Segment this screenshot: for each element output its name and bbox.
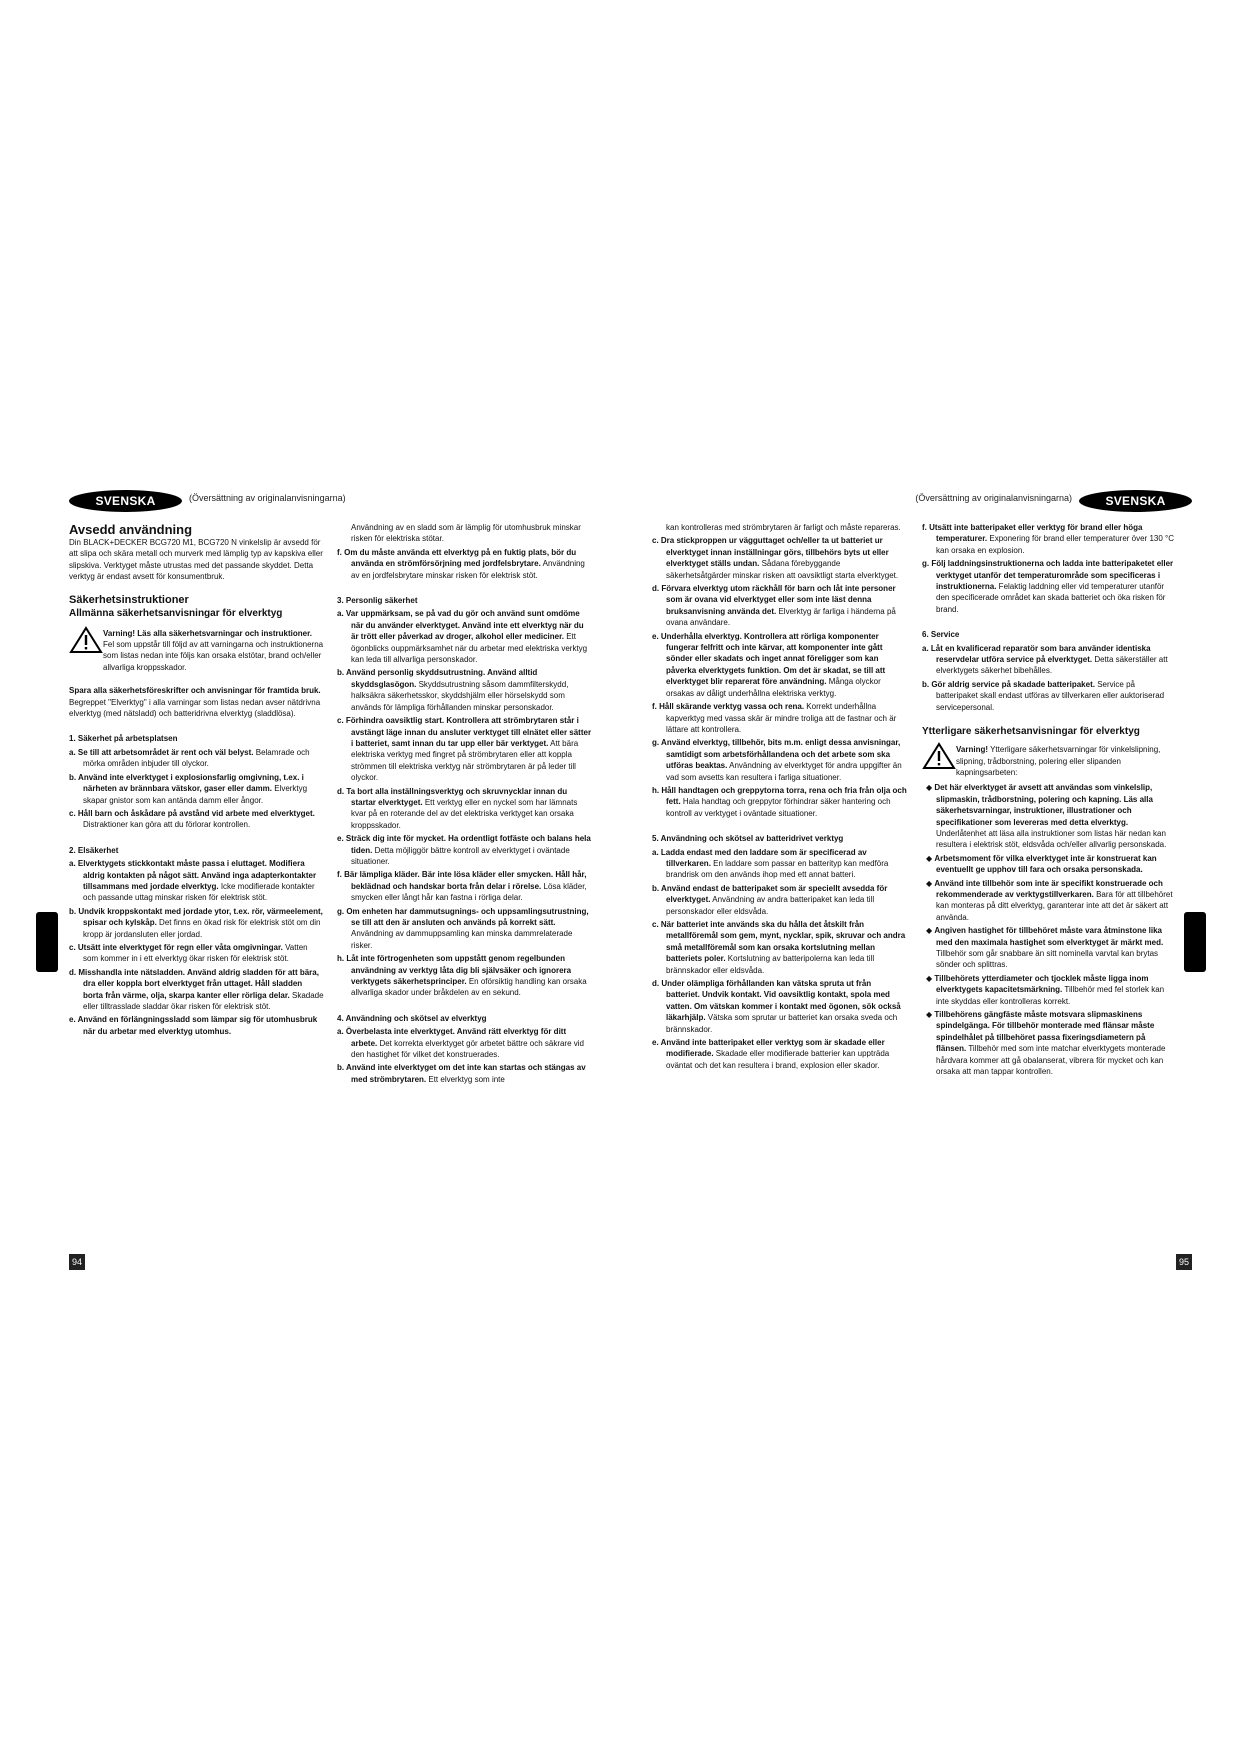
list-item: a. Elverktygets stickkontakt måste passa i eluttaget. Modifiera aldrig kontakten på något sätt. Använd inga adapterkontakter tillsammans med jordade elverktyg. Icke modifierade kontakter och passande uttag minskar risken för elektrisk stöt. xyxy=(69,859,317,903)
bullet-diamond-icon: ◆ xyxy=(926,973,935,983)
list-item: e. Underhålla elverktyg. Kontrollera att rörliga komponenter fungerar felfritt och inte kärvar, att komponenter inte gått sönder eller skadats och inget annat föreligger som kan påverka elverktygets funktion. Om det är skadat, se till att elverktyget blir reparerat före användning. Många olyckor orsakas av dåligt underhållna elektriska verktyg. xyxy=(652,631,886,698)
list-item: b. Använd personlig skyddsutrustning. Använd alltid skyddsglasögon. Skyddsutrustning såsom dammfilterskydd, halksäkra säkerhetsskor, skyddshjälm eller hörselskydd som används för lämpliga förhållanden minskar personskador. xyxy=(337,668,569,712)
list-item: e. Sträck dig inte för mycket. Ha ordentligt fotfäste och balans hela tiden. Detta möjliggör bättre kontroll av elverktyget i oväntade situationer. xyxy=(337,834,591,866)
section-4-title: 4. Användning och skötsel av elverktyg xyxy=(337,1013,487,1023)
intended-use-text: Din BLACK+DECKER BCG720 M1, BCG720 N vinkelslip är avsedd för att slipa och skära metall och murverk med lämplig typ av kapskiva eller slipskiva. Verktyget måste utrustas med det passande skyddet. Detta verktyg är endast avsett för konsumentbruk. xyxy=(69,538,323,582)
page-left xyxy=(69,490,609,1270)
list-item: h. Håll handtagen och greppytorna torra, rena och fria från olja och fett. Hala handtag och greppytor förhindrar säker hantering och kontroll av verktyget i oväntade situationer. xyxy=(652,785,907,818)
list-item: g. Följ laddningsinstruktionerna och ladda inte batteripaketet eller verktyget utanför det temperaturområde som specificeras i instruktionerna. Felaktig laddning eller vid temperaturer utanför den specificerade området kan skada batteriet och öka risken för brand. xyxy=(922,559,1174,614)
bullet-diamond-icon: ◆ xyxy=(926,878,935,888)
list-item: c. Förhindra oavsiktlig start. Kontrollera att strömbrytaren står i avstängt läge innan du ansluter verktyget till elnätet eller sätter i batteriet, samt innan du tar upp eller bär verktyget. Att bära elektriska verktyg med fingret på strömbrytaren eller att koppla strömmen till elektriska verktyg när strömbrytaren är på leder till olyckor. xyxy=(337,716,592,783)
section-1-title: 1. Säkerhet på arbetsplatsen xyxy=(69,734,178,744)
side-tab-left xyxy=(36,912,58,972)
column-3 xyxy=(652,522,907,1073)
page-number-right: 95 xyxy=(1176,1254,1192,1270)
list-item: a. Var uppmärksam, se på vad du gör och använd sunt omdöme när du använder elverktyget. Använd inte ett elverktyg när du är trött eller påverkad av droger, alkohol eller mediciner. Ett ögonblicks ouppmärksamhet när du arbetar med elektriska verktyg kan leda till allvarliga personskador. xyxy=(337,609,588,665)
list-item: h. Låt inte förtrogenheten som uppstått genom regelbunden användning av verktyg låta dig bli självsäker och ignorera verktygets säkerhetsprinciper. En oförsiktig handling kan orsaka allvarliga skador under bråkdelen av en sekund. xyxy=(337,954,587,998)
section-2-title: 2. Elsäkerhet xyxy=(69,845,119,855)
bullet-diamond-icon: ◆ xyxy=(926,853,935,863)
list-item: c. När batteriet inte används ska du hålla det åtskilt från metallföremål som gem, mynt, nycklar, spik, skruvar och andra små metallföremål som kan orsaka kortslutning mellan batteriets poler. Kortslutning av batteripolerna kan leda till brännskador eller eldsvåda. xyxy=(652,920,906,975)
language-badge-right: SVENSKA xyxy=(1079,490,1192,512)
page-right xyxy=(652,490,1192,1270)
warning-block xyxy=(922,742,1177,778)
warning-text: Varning! Läs alla säkerhetsvarningar och instruktioner. Fel som uppstår till följd av att varningarna och instruktionerna som listas nedan inte följs kan orsaka elstötar, brand och/eller allvarliga kroppsskador. xyxy=(103,628,324,672)
intended-use-heading: Avsedd användning xyxy=(69,522,193,537)
subtitle-left: (Översättning av originalanvisningarna) xyxy=(189,493,346,503)
bullet-item: ◆ Tillbehörets ytterdiameter och tjocklek måste ligga inom elverktygets kapacitetsmärkning. Tillbehör med fel storlek kan inte skyddas eller kontrolleras korrekt. xyxy=(926,973,1165,1006)
list-item: b. Undvik kroppskontakt med jordade ytor, t.ex. rör, värmeelement, spisar och kylskåp. Det finns en ökad risk för elektrisk stöt om din kropp är jordansluten eller jordad. xyxy=(69,906,323,939)
list-item: d. Misshandla inte nätsladden. Använd aldrig sladden för att bära, dra eller koppla bort elverktyget från uttaget. Håll sladden borta från värme, olja, skarpa kanter eller rörliga delar. Skadade eller tilltrasslade sladdar ökar risken för elektrisk stöt. xyxy=(69,967,324,1011)
section-6-title: 6. Service xyxy=(922,630,960,640)
continued-text: Användning av en sladd som är lämplig för utomhusbruk minskar risken för elektriska stötar. xyxy=(351,523,581,544)
bullet-item: ◆ Tillbehörens gängfäste måste motsvara slipmaskinens spindelgänga. För tillbehör monterade med flänsar måste spindelhålet på tillbehöret passa fixeringsdiametern på flänsen. Tillbehör med som inte matchar elverktygets monterade hårdvara kommer att gå obalanserat, vibrera för mycket och kan orsaka att man tappar kontrollen. xyxy=(926,1010,1166,1077)
side-tab-right xyxy=(1184,912,1206,972)
continued-text: kan kontrolleras med strömbrytaren är farligt och måste repareras. xyxy=(666,523,901,532)
list-item: e. Använd inte batteripaket eller verktyg som är skadade eller modifierade. Skadade eller modifierade batterier kan uppträda oväntat och det kan resultera i brand, explosion eller skador. xyxy=(652,1038,890,1070)
bullet-diamond-icon: ◆ xyxy=(926,783,935,793)
list-item: a. Överbelasta inte elverktyget. Använd rätt elverktyg för ditt arbete. Det korrekta elverktyget gör arbetet bättre och säkrare vid den hastighet för vilket det konstruerades. xyxy=(337,1027,584,1060)
list-item: c. Utsätt inte elverktyget för regn eller våta omgivningar. Vatten som kommer in i ett elverktyg ökar risken för elektrisk stöt. xyxy=(69,942,308,964)
bullet-item: ◆ Arbetsmoment för vilka elverktyget inte är konstruerat kan eventuellt ge upphov till fara och orsaka personskada. xyxy=(926,853,1157,875)
list-item: b. Använd inte elverktyget om det inte kan startas och stängas av med strömbrytaren. Ett elverktyg som inte xyxy=(337,1063,586,1084)
bullet-diamond-icon: ◆ xyxy=(926,1010,935,1020)
list-item: a. Ladda endast med den laddare som är specificerad av tillverkaren. En laddare som passar en batterityp kan medföra brandrisk om den används ihop med ett annat batteri. xyxy=(652,847,889,880)
list-item: d. Under olämpliga förhållanden kan vätska spruta ut från batteriet. Undvik kontakt. Vid oavsiktlig kontakt, spola med vatten. Om vätskan kommer i kontakt med ögonen, sök också läkarhjälp. Vätska som sprutar ur batteriet kan orsaka sveda och brännskador. xyxy=(652,979,901,1034)
column-2 xyxy=(337,522,592,1087)
list-item: g. Om enheten har dammutsugnings- och uppsamlingsutrustning, se till att den är ansluten och används på korrekt sätt. Användning av dammuppsamling kan minska dammrelaterade risker. xyxy=(337,906,589,950)
list-item: e. Använd en förlängningssladd som lämpar sig för utomhusbruk när du arbetar med elverktyg utomhus. xyxy=(69,1015,318,1036)
list-item: c. Dra stickproppen ur vägguttaget och/eller ta ut batteriet ur elverktyget innan inställningar görs, tillbehörs byts ut eller elverktyget ställs undan. Sådana förebyggande säkerhetsåtgärder minskar risken att oavsiktligt starta elverktyget. xyxy=(652,536,899,580)
bullet-item: ◆ Angiven hastighet för tillbehöret måste vara åtminstone lika med den maximala hastighet som elverktyget är märkt med. Tillbehör som går snabbare än sitt nominella varvtal kan brytas sönder och splittras. xyxy=(926,926,1164,970)
list-item: f. Om du måste använda ett elverktyg på en fuktig plats, bör du använda en strömförsörjning med jordfelsbrytare. Användning av en jordfelsbrytare minskar risken för elektrisk stöt. xyxy=(337,547,585,580)
list-item: f. Utsätt inte batteripaket eller verktyg för brand eller höga temperaturer. Exponering för brand eller temperaturer över 130 °C kan orsaka en explosion. xyxy=(922,523,1174,555)
list-item: f. Håll skärande verktyg vassa och rena. Korrekt underhållna kapverktyg med vassa skär är mindre troliga att de fastnar och är lättare att kontrollera. xyxy=(652,702,897,734)
save-instructions: Spara alla säkerhetsföreskrifter och anvisningar för framtida bruk. Begreppet "Elverktyg" i alla varningar som listas nedan avser nätdrivna elverktyg (med nätsladd) och batteridrivna elverktyg (sladdlösa). xyxy=(69,686,321,719)
general-safety-heading: Allmänna säkerhetsanvisningar för elverktyg xyxy=(69,607,283,619)
safety-heading: Säkerhetsinstruktioner xyxy=(69,593,189,606)
warning-triangle-icon xyxy=(69,626,103,654)
list-item: d. Förvara elverktyg utom räckhåll för barn och låt inte personer som är ovana vid elverktyget eller som inte läst denna bruksanvisning använda det. Elverktyg är farliga i händerna på ovana användare. xyxy=(652,584,896,628)
bullet-diamond-icon: ◆ xyxy=(926,926,935,936)
column-4 xyxy=(922,522,1177,1079)
list-item: a. Se till att arbetsområdet är rent och väl belyst. Belamrade och mörka områden inbjuder till olyckor. xyxy=(69,747,310,769)
section-3-title: 3. Personlig säkerhet xyxy=(337,596,418,606)
section-5-title: 5. Användning och skötsel av batteridrivet verktyg xyxy=(652,834,844,844)
list-item: g. Använd elverktyg, tillbehör, bits m.m. enligt dessa anvisningar, samtidigt som arbetsförhållandena och det arbete som ska utföras beaktas. Användning av elverktyget för andra uppgifter än vad som avsetts kan resultera i farliga situationer. xyxy=(652,738,902,782)
list-item: b. Gör aldrig service på skadade batteripaket. Service på batteripaket skall endast utföras av tillverkaren eller auktoriserad servicepersonal. xyxy=(922,679,1165,712)
page-number-left: 94 xyxy=(69,1254,85,1270)
bullet-item: ◆ Det här elverktyget är avsett att användas som vinkelslip, slipmaskin, trådborstning, polering och kapning. Läs alla säkerhetsvarningar, instruktioner, illustrationer och specifikationer som levereras med detta elverktyg. Underlåtenhet att läsa alla instruktioner som listas här nedan kan resultera i elektrisk stöt, eldsvåda och/eller allvarlig personskada. xyxy=(926,783,1167,850)
warning-text: Varning! Ytterligare säkerhetsvarningar för vinkelslipning, slipning, trådborstning, polering eller slipanden kapningsarbeten: xyxy=(956,745,1161,777)
column-1 xyxy=(69,522,324,1039)
bullet-item: ◆ Använd inte tillbehör som inte är specifikt konstruerade och rekommenderade av verktygstillverkaren. Bara för att tillbehöret kan monteras på ditt elverktyg, garanterar inte att det är säkert att använda. xyxy=(926,878,1173,922)
warning-block xyxy=(69,626,324,674)
list-item: b. Använd endast de batteripaket som är speciellt avsedda för elverktyget. Användning av andra batteripaket kan leda till personskador eller eldsvåda. xyxy=(652,883,888,916)
list-item: d. Ta bort alla inställningsverktyg och skruvnycklar innan du startar elverktyget. Ett verktyg eller en nyckel som har lämnats kvar på en roterande del av det elektriska verktyget kan orsaka kroppsskador. xyxy=(337,786,578,830)
list-item: f. Bär lämpliga kläder. Bär inte lösa kläder eller smycken. Håll hår, beklädnad och handskar borta från delar i rörelse. Lösa kläder, smycken eller långt hår kan fastna i rörliga delar. xyxy=(337,870,587,903)
additional-safety-heading: Ytterligare säkerhetsanvisningar för elverktyg xyxy=(922,726,1140,738)
language-badge-left: SVENSKA xyxy=(69,490,182,512)
subtitle-right: (Översättning av originalanvisningarna) xyxy=(915,493,1072,503)
list-item: c. Håll barn och åskådare på avstånd vid arbete med elverktyget. Distraktioner kan göra att du förlorar kontrollen. xyxy=(69,808,315,830)
warning-triangle-icon xyxy=(922,742,956,770)
list-item: b. Använd inte elverktyget i explosionsfarlig omgivning, t.ex. i närheten av brännbara vätskor, gaser eller damm. Elverktyg skapar gnistor som kan antända damm eller ångor. xyxy=(69,772,308,805)
list-item: a. Låt en kvalificerad reparatör som bara använder identiska reservdelar utföra service på elverktyget. Detta säkerställer att elverktygets säkerhet bibehålles. xyxy=(922,643,1168,676)
